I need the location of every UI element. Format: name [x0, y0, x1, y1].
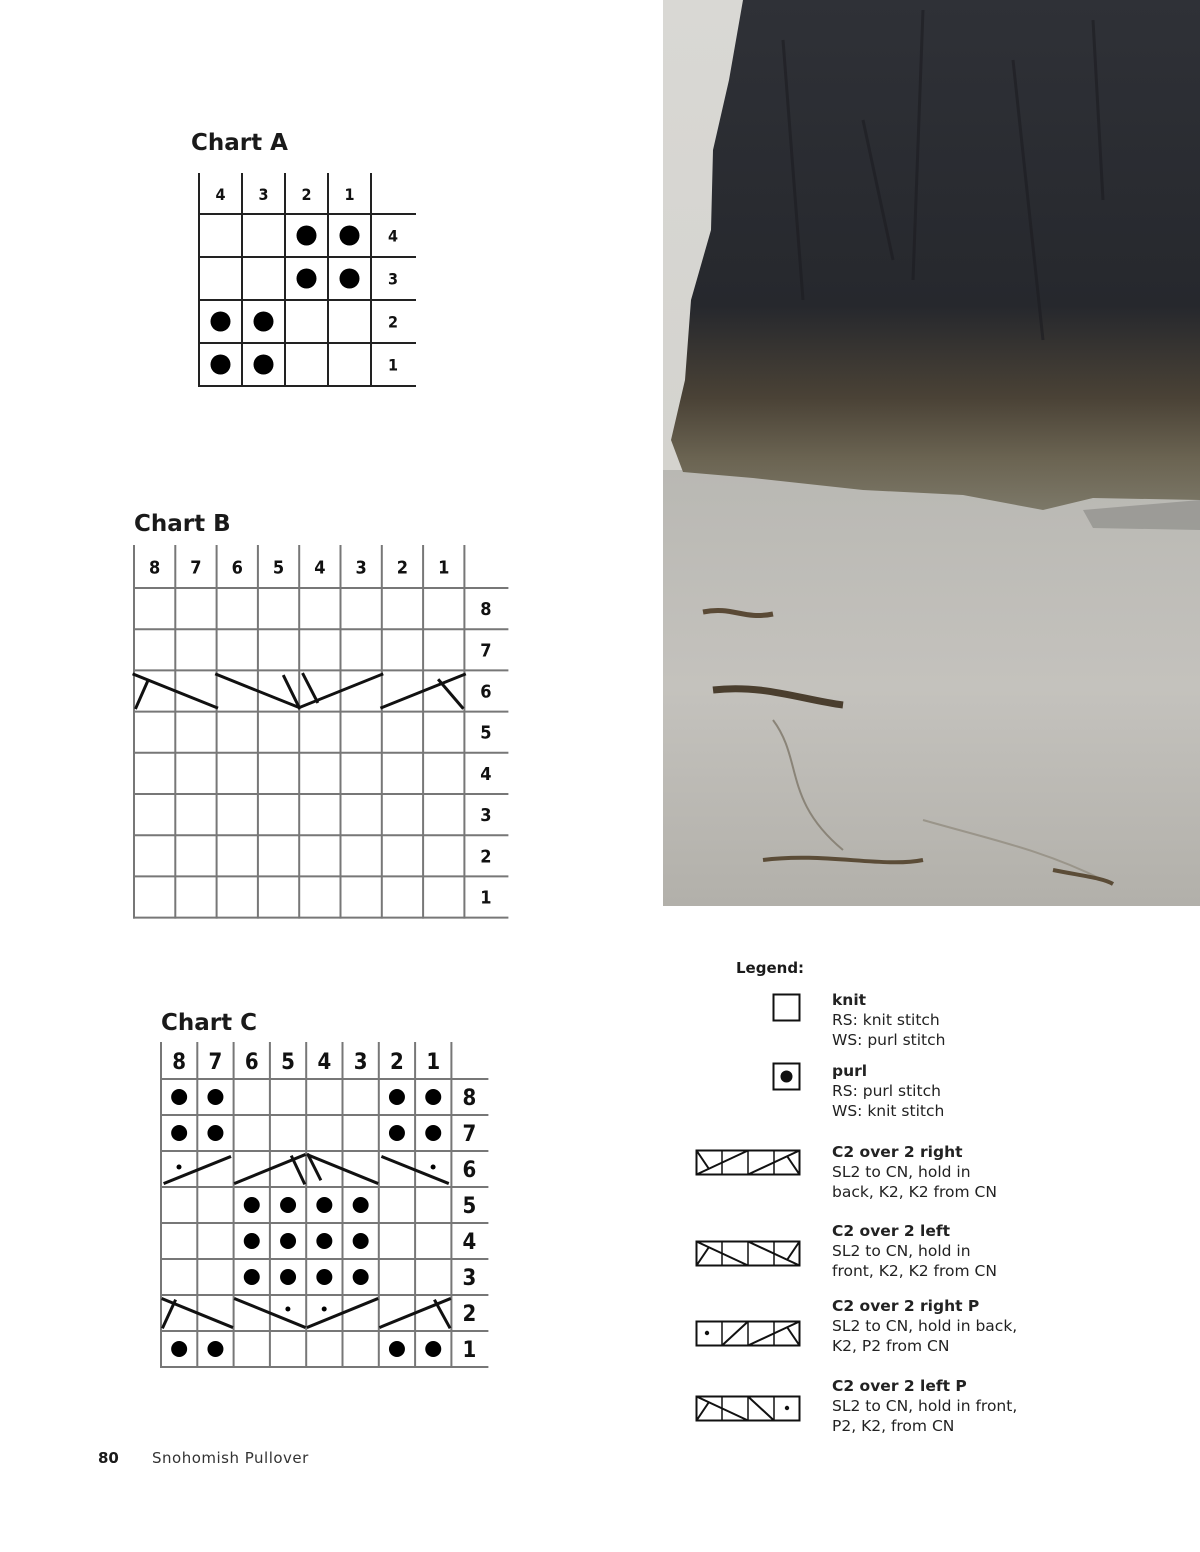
chart-c-purl-dot: [389, 1125, 405, 1141]
sea-stack-beach-photo: [663, 0, 1200, 906]
chart-c-row-number: 4: [462, 1229, 477, 1255]
legend-knit-ws: WS: purl stitch: [832, 1031, 946, 1049]
chart-c-col-number: 5: [281, 1049, 295, 1075]
legend-item-c2-right: [832, 1142, 997, 1202]
chart-b-col-number: 8: [149, 557, 161, 579]
chart-c-purl-dot: [353, 1269, 369, 1285]
chart-b-cable-line: [439, 680, 462, 707]
chart-c-purl-dot: [280, 1269, 296, 1285]
chart-c-cable-line: [435, 1301, 449, 1327]
chart-c-purl-dot: [425, 1125, 441, 1141]
legend-title: Legend:: [736, 959, 805, 977]
legend-c2-right-p-line2: K2, P2 from CN: [832, 1337, 950, 1355]
legend-c2-left-p-name: C2 over 2 left P: [832, 1377, 967, 1395]
chart-a-col-number: 2: [301, 184, 312, 204]
chart-c-purl-dot: [316, 1233, 332, 1249]
chart-c-purl-dot: [171, 1089, 187, 1105]
chart-c-purl-dot: [280, 1233, 296, 1249]
chart-c-purl-dot: [280, 1197, 296, 1213]
chart-c-col-number: 3: [353, 1049, 368, 1075]
chart-c-purl-dot: [316, 1197, 332, 1213]
legend-purl-name: purl: [832, 1062, 868, 1080]
chart-c-col-number: 2: [390, 1049, 404, 1075]
legend-c2-right-p-name: C2 over 2 right P: [832, 1297, 980, 1315]
chart-c-purl-dot: [389, 1341, 405, 1357]
chart-a-row-number: 2: [387, 312, 399, 332]
chart-c-col-number: 4: [317, 1049, 332, 1075]
chart-a-purl-dot: [340, 269, 360, 289]
chart-c-row-number: 6: [462, 1157, 477, 1183]
chart-c-purl-dot: [353, 1233, 369, 1249]
chart-c-purl-dot: [316, 1269, 332, 1285]
chart-a-col-number: 4: [215, 184, 226, 204]
chart-b-cable-line: [136, 680, 148, 707]
chart-c-purl-dot: [425, 1341, 441, 1357]
chart-c-row-number: 2: [462, 1301, 477, 1327]
chart-c-title: Chart C: [161, 1010, 257, 1036]
c2-over-2-right-p-icon: [695, 1320, 803, 1348]
chart-c-purl-dot: [244, 1233, 260, 1249]
chart-c-col-number: 1: [426, 1049, 441, 1075]
chart-b-col-number: 7: [190, 557, 202, 579]
chart-c-col-number: 8: [172, 1049, 187, 1075]
legend-c2-right-line2: back, K2, K2 from CN: [832, 1183, 997, 1201]
chart-a-purl-dot: [254, 312, 274, 332]
chart-c-row-number: 8: [462, 1085, 477, 1111]
chart-a-row-number: 4: [387, 226, 399, 246]
legend-c2-left-line1: SL2 to CN, hold in: [832, 1242, 971, 1260]
legend-item-c2-right-p: [832, 1296, 1017, 1356]
legend-c2-left-line2: front, K2, K2 from CN: [832, 1262, 997, 1280]
chart-b-col-number: 4: [314, 557, 326, 579]
chart-b-row-number: 3: [480, 805, 492, 827]
chart-a-row-number: 3: [387, 269, 399, 289]
legend-c2-right-name: C2 over 2 right: [832, 1143, 963, 1161]
chart-c-row-number: 5: [462, 1193, 477, 1219]
legend-knit-name: knit: [832, 991, 867, 1009]
chart-b-cable-line: [303, 674, 317, 701]
legend-item-c2-left-p: [832, 1376, 1017, 1436]
legend-item-c2-left: [832, 1221, 997, 1281]
purl-symbol-icon: [772, 1062, 802, 1092]
chart-c-row-number: 7: [462, 1121, 477, 1147]
pattern-name: Snohomish Pullover: [152, 1449, 309, 1467]
chart-b-title: Chart B: [134, 511, 231, 537]
chart-c-col-number: 6: [244, 1049, 259, 1075]
chart-c-col-number: 7: [208, 1049, 223, 1075]
legend-c2-right-line1: SL2 to CN, hold in: [832, 1163, 971, 1181]
chart-c-row-number: 3: [462, 1265, 477, 1291]
chart-c-purl-dot: [207, 1341, 223, 1357]
chart-c-purl-dot: [353, 1197, 369, 1213]
legend-purl-rs: RS: purl stitch: [832, 1082, 941, 1100]
c2-over-2-left-icon: [695, 1240, 803, 1268]
chart-b-row-number: 4: [480, 763, 492, 785]
chart-b-row-number: 7: [480, 640, 492, 662]
legend-c2-left-name: C2 over 2 left: [832, 1222, 951, 1240]
chart-c-small-dot: [177, 1165, 182, 1170]
chart-c-purl-dot: [171, 1341, 187, 1357]
chart-c-purl-dot: [207, 1125, 223, 1141]
legend-c2-right-p-line1: SL2 to CN, hold in back,: [832, 1317, 1018, 1335]
chart-c-cable-line: [292, 1157, 304, 1183]
chart-a-purl-dot: [211, 355, 231, 375]
knit-symbol-icon: [772, 993, 802, 1023]
chart-b-row-number: 2: [480, 846, 492, 868]
chart-c-row-number: 1: [462, 1337, 477, 1363]
chart-a-purl-dot: [211, 312, 231, 332]
chart-c-cable-line: [163, 1301, 175, 1327]
chart-b-row-number: 6: [480, 681, 492, 703]
chart-a-title: Chart A: [191, 130, 288, 156]
page-number: 80: [98, 1449, 119, 1467]
chart-a-row-number: 1: [387, 355, 399, 375]
legend-item-purl: [832, 1061, 944, 1121]
legend-knit-rs: RS: knit stitch: [832, 1011, 940, 1029]
chart-c-purl-dot: [244, 1197, 260, 1213]
legend-c2-left-p-line1: SL2 to CN, hold in front,: [832, 1397, 1018, 1415]
chart-a-purl-dot: [254, 355, 274, 375]
chart-a-purl-dot: [297, 226, 317, 246]
chart-c-small-dot: [322, 1307, 327, 1312]
chart-c-purl-dot: [171, 1125, 187, 1141]
chart-b-col-number: 5: [272, 557, 285, 579]
chart-c-small-dot: [431, 1165, 436, 1170]
chart-a-col-number: 3: [258, 184, 269, 204]
chart-b-col-number: 1: [438, 557, 450, 579]
chart-c-purl-dot: [389, 1089, 405, 1105]
c2-over-2-left-p-icon: [695, 1395, 803, 1423]
legend-c2-left-p-line2: P2, K2, from CN: [832, 1417, 955, 1435]
chart-a-col-number: 1: [344, 184, 355, 204]
chart-a-purl-dot: [340, 226, 360, 246]
legend-item-knit: [832, 990, 945, 1050]
chart-b-col-number: 6: [231, 557, 243, 579]
chart-c-purl-dot: [425, 1089, 441, 1105]
c2-over-2-right-icon: [695, 1149, 803, 1177]
legend-purl-ws: WS: knit stitch: [832, 1102, 945, 1120]
chart-c-small-dot: [285, 1307, 290, 1312]
chart-b-col-number: 3: [355, 557, 367, 579]
chart-a-purl-dot: [297, 269, 317, 289]
chart-c-purl-dot: [207, 1089, 223, 1105]
chart-b-col-number: 2: [396, 557, 409, 579]
chart-c-purl-dot: [244, 1269, 260, 1285]
chart-b-row-number: 8: [480, 599, 492, 621]
chart-b-row-number: 5: [480, 722, 492, 744]
chart-b-row-number: 1: [480, 887, 492, 909]
